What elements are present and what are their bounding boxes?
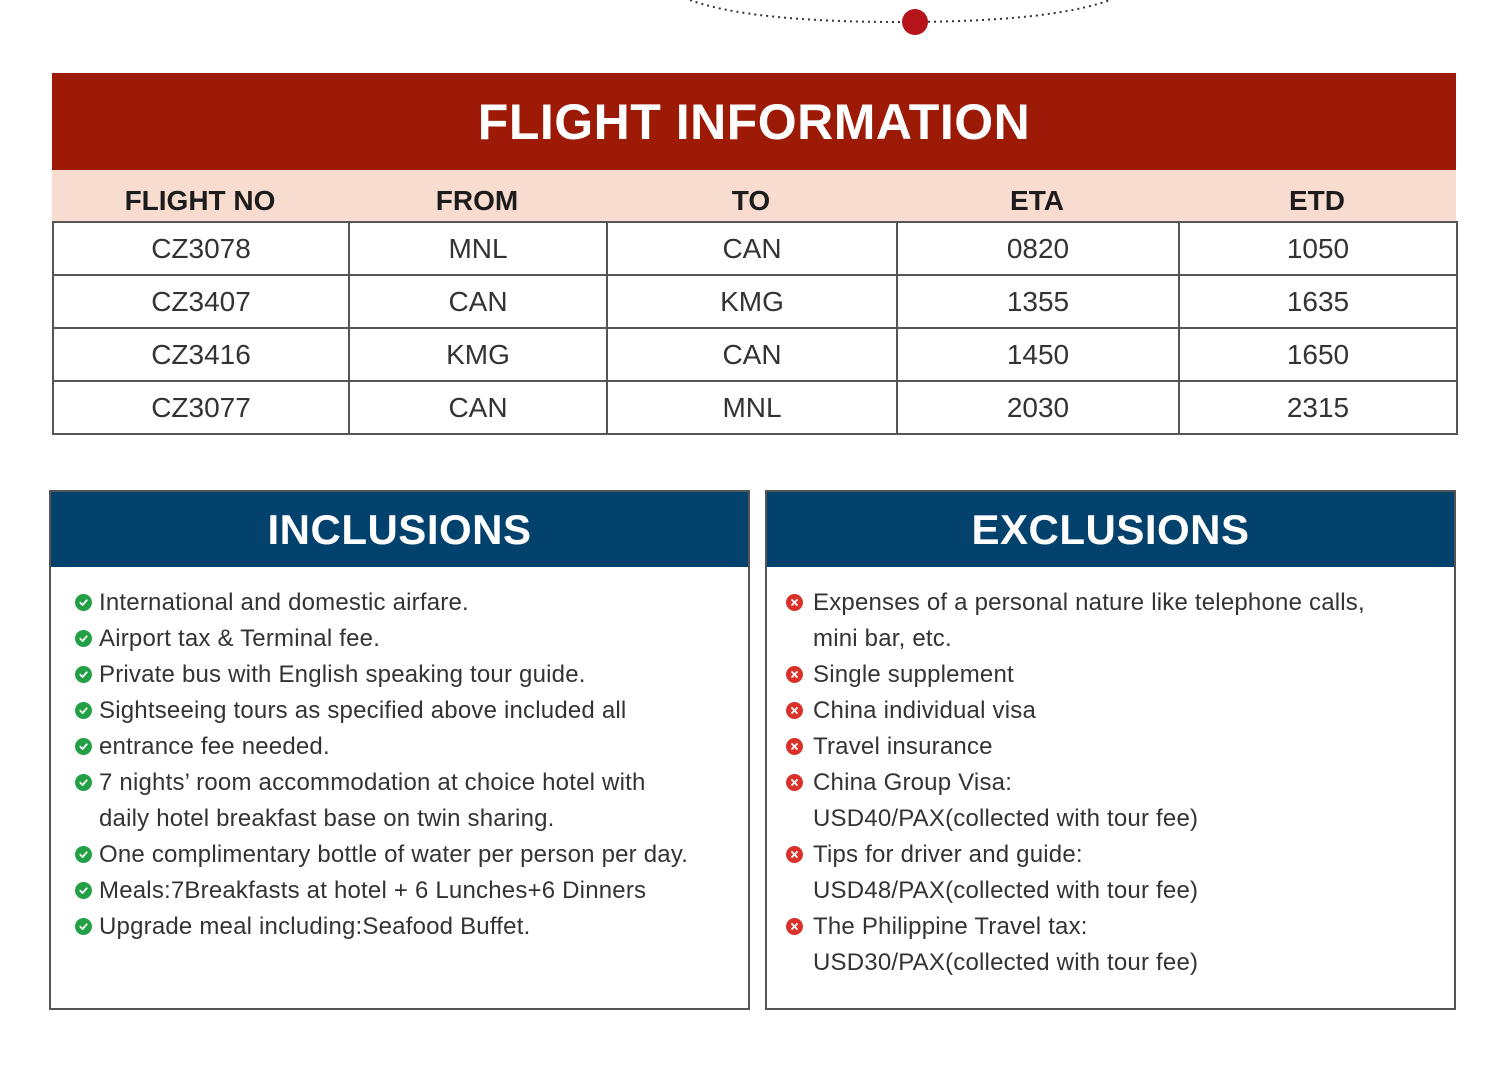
from-cell: KMG bbox=[349, 328, 607, 381]
list-item bbox=[767, 585, 1454, 657]
x-circle-icon bbox=[786, 738, 803, 755]
flight-route-decoration bbox=[600, 0, 1200, 50]
list-item-text: Airport tax & Terminal fee. bbox=[99, 625, 381, 652]
list-item-text: Private bus with English speaking tour guide. bbox=[99, 661, 586, 688]
flight-table-header bbox=[52, 170, 1456, 221]
table-row bbox=[53, 381, 1457, 434]
list-item-text: Meals:7Breakfasts at hotel + 6 Lunches+6 Dinners bbox=[99, 877, 647, 904]
list-item bbox=[51, 693, 748, 729]
list-item bbox=[767, 693, 1454, 729]
list-item bbox=[51, 909, 748, 945]
flight-no-cell: CZ3416 bbox=[53, 328, 349, 381]
check-circle-icon bbox=[75, 774, 92, 791]
inclusions-panel bbox=[49, 490, 750, 1010]
list-item bbox=[51, 729, 748, 765]
inclusions-list bbox=[51, 567, 748, 945]
list-item bbox=[51, 621, 748, 657]
list-item bbox=[767, 729, 1454, 765]
list-item-text: International and domestic airfare. bbox=[99, 589, 469, 616]
list-item bbox=[767, 765, 1454, 837]
route-dot-icon bbox=[902, 9, 928, 35]
list-item-text: daily hotel breakfast base on twin sharing. bbox=[99, 805, 555, 832]
table-row bbox=[53, 275, 1457, 328]
list-item-text: Tips for driver and guide: bbox=[813, 841, 1083, 868]
from-cell: CAN bbox=[349, 381, 607, 434]
check-circle-icon bbox=[75, 594, 92, 611]
flight-information-section bbox=[52, 73, 1456, 435]
header-from: FROM bbox=[435, 185, 519, 216]
check-circle-icon bbox=[75, 666, 92, 683]
list-item-text: Upgrade meal including:Seafood Buffet. bbox=[99, 913, 531, 940]
flight-information-title: FLIGHT INFORMATION bbox=[52, 73, 1456, 170]
list-item-text: 7 nights’ room accommodation at choice hotel with bbox=[99, 769, 646, 796]
list-item-text: One complimentary bottle of water per person per day. bbox=[99, 841, 689, 868]
eta-cell: 2030 bbox=[897, 381, 1179, 434]
list-item-text: entrance fee needed. bbox=[99, 733, 330, 760]
list-item bbox=[767, 837, 1454, 909]
eta-cell: 0820 bbox=[897, 222, 1179, 275]
list-item-text: USD30/PAX(collected with tour fee) bbox=[813, 949, 1199, 976]
to-cell: CAN bbox=[607, 328, 897, 381]
from-cell: MNL bbox=[349, 222, 607, 275]
x-circle-icon bbox=[786, 666, 803, 683]
eta-cell: 1355 bbox=[897, 275, 1179, 328]
list-item-text: USD40/PAX(collected with tour fee) bbox=[813, 805, 1199, 832]
x-circle-icon bbox=[786, 846, 803, 863]
from-cell: CAN bbox=[349, 275, 607, 328]
route-dotted-arc bbox=[690, 0, 1110, 22]
header-flight-no: FLIGHT NO bbox=[124, 185, 276, 216]
etd-cell: 1635 bbox=[1179, 275, 1457, 328]
list-item-text: China Group Visa: bbox=[813, 769, 1013, 796]
exclusions-panel bbox=[765, 490, 1456, 1010]
list-item-text: Travel insurance bbox=[813, 733, 993, 760]
list-item-text: Expenses of a personal nature like telephone calls, bbox=[813, 589, 1365, 616]
flight-no-cell: CZ3077 bbox=[53, 381, 349, 434]
list-item-text: The Philippine Travel tax: bbox=[813, 913, 1088, 940]
check-circle-icon bbox=[75, 702, 92, 719]
header-eta: ETA bbox=[1010, 185, 1064, 216]
table-row bbox=[53, 328, 1457, 381]
list-item-text: USD48/PAX(collected with tour fee) bbox=[813, 877, 1199, 904]
table-row bbox=[53, 222, 1457, 275]
x-circle-icon bbox=[786, 774, 803, 791]
check-circle-icon bbox=[75, 882, 92, 899]
header-etd: ETD bbox=[1289, 185, 1345, 216]
list-item-text: Sightseeing tours as specified above included all bbox=[99, 697, 627, 724]
header-to: TO bbox=[731, 185, 771, 216]
to-cell: KMG bbox=[607, 275, 897, 328]
check-circle-icon bbox=[75, 630, 92, 647]
list-item bbox=[51, 837, 748, 873]
etd-cell: 2315 bbox=[1179, 381, 1457, 434]
x-circle-icon bbox=[786, 918, 803, 935]
to-cell: MNL bbox=[607, 381, 897, 434]
list-item bbox=[51, 585, 748, 621]
check-circle-icon bbox=[75, 918, 92, 935]
to-cell: CAN bbox=[607, 222, 897, 275]
etd-cell: 1650 bbox=[1179, 328, 1457, 381]
list-item bbox=[767, 657, 1454, 693]
flight-no-cell: CZ3407 bbox=[53, 275, 349, 328]
list-item bbox=[767, 909, 1454, 981]
exclusions-list bbox=[767, 567, 1454, 981]
x-circle-icon bbox=[786, 594, 803, 611]
check-circle-icon bbox=[75, 738, 92, 755]
list-item bbox=[51, 765, 748, 837]
list-item bbox=[51, 657, 748, 693]
x-circle-icon bbox=[786, 702, 803, 719]
list-item-text: Single supplement bbox=[813, 661, 1014, 688]
list-item-text: mini bar, etc. bbox=[813, 625, 952, 652]
exclusions-title: EXCLUSIONS bbox=[767, 492, 1454, 567]
list-item bbox=[51, 873, 748, 909]
inclusions-title: INCLUSIONS bbox=[51, 492, 748, 567]
check-circle-icon bbox=[75, 846, 92, 863]
flight-no-cell: CZ3078 bbox=[53, 222, 349, 275]
eta-cell: 1450 bbox=[897, 328, 1179, 381]
list-item-text: China individual visa bbox=[813, 697, 1036, 724]
flight-table bbox=[52, 221, 1458, 435]
etd-cell: 1050 bbox=[1179, 222, 1457, 275]
